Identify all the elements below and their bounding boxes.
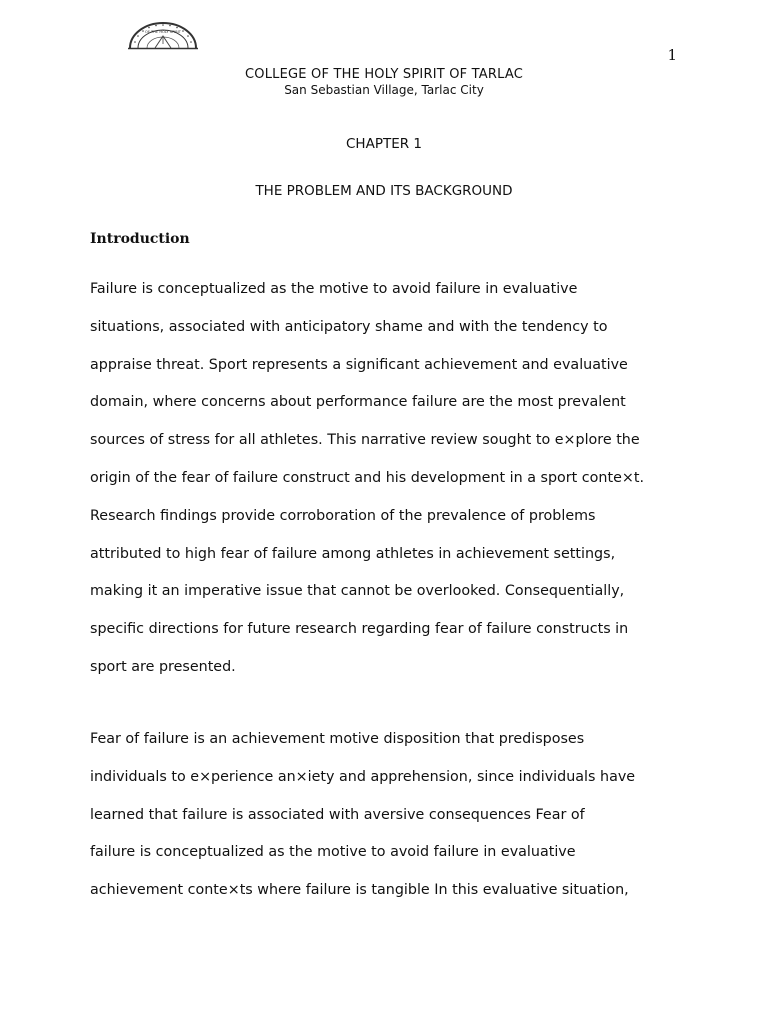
paragraph-line: appraise threat. Sport represents a significant achievement and evaluative (90, 356, 628, 373)
paragraph-line: Research findings provide corroboration of the prevalence of problems (90, 507, 596, 524)
paragraph-line: making it an imperative issue that cannot be overlooked. Consequentially, (90, 583, 625, 600)
college-name: COLLEGE OF THE HOLY SPIRIT OF TARLAC (245, 67, 523, 82)
paragraph-line: origin of the fear of failure construct and his development in a sport conte×t. (90, 469, 645, 486)
chapter-title: THE PROBLEM AND ITS BACKGROUND (255, 183, 513, 199)
paragraph-line: attributed to high fear of failure among athletes in achievement settings, (90, 545, 616, 562)
college-seal-logo (127, 20, 199, 50)
college-address: San Sebastian Village, Tarlac City (284, 83, 484, 97)
paragraph-line: domain, where concerns about performance failure are the most prevalent (90, 394, 626, 411)
paragraph-line: Failure is conceptualized as the motive to avoid failure in evaluative (90, 281, 578, 297)
paragraph-line: specific directions for future research regarding fear of failure constructs in (90, 621, 629, 638)
paragraph-line: learned that failure is associated with aversive consequences Fear of (90, 806, 585, 823)
body-paragraph (90, 729, 690, 918)
paragraph-line: situations, associated with anticipatory shame and with the tendency to (90, 318, 608, 335)
page-number: 1 (667, 46, 677, 64)
body-paragraph (90, 279, 690, 695)
chapter-label: CHAPTER 1 (346, 136, 422, 152)
section-heading-introduction: Introduction (90, 231, 190, 247)
paragraph-line: individuals to e×perience an×iety and apprehension, since individuals have (90, 768, 636, 785)
seal-text: OF THE HOLY SPIRIT (144, 30, 182, 34)
paragraph-line: Fear of failure is an achievement motive disposition that predisposes (90, 731, 585, 747)
paragraph-line: achievement conte×ts where failure is tangible In this evaluative situation, (90, 882, 629, 899)
paragraph-line: sources of stress for all athletes. This narrative review sought to e×plore the (90, 432, 640, 449)
paragraph-line: sport are presented. (90, 658, 236, 675)
paragraph-line: failure is conceptualized as the motive to avoid failure in evaluative (90, 844, 576, 861)
